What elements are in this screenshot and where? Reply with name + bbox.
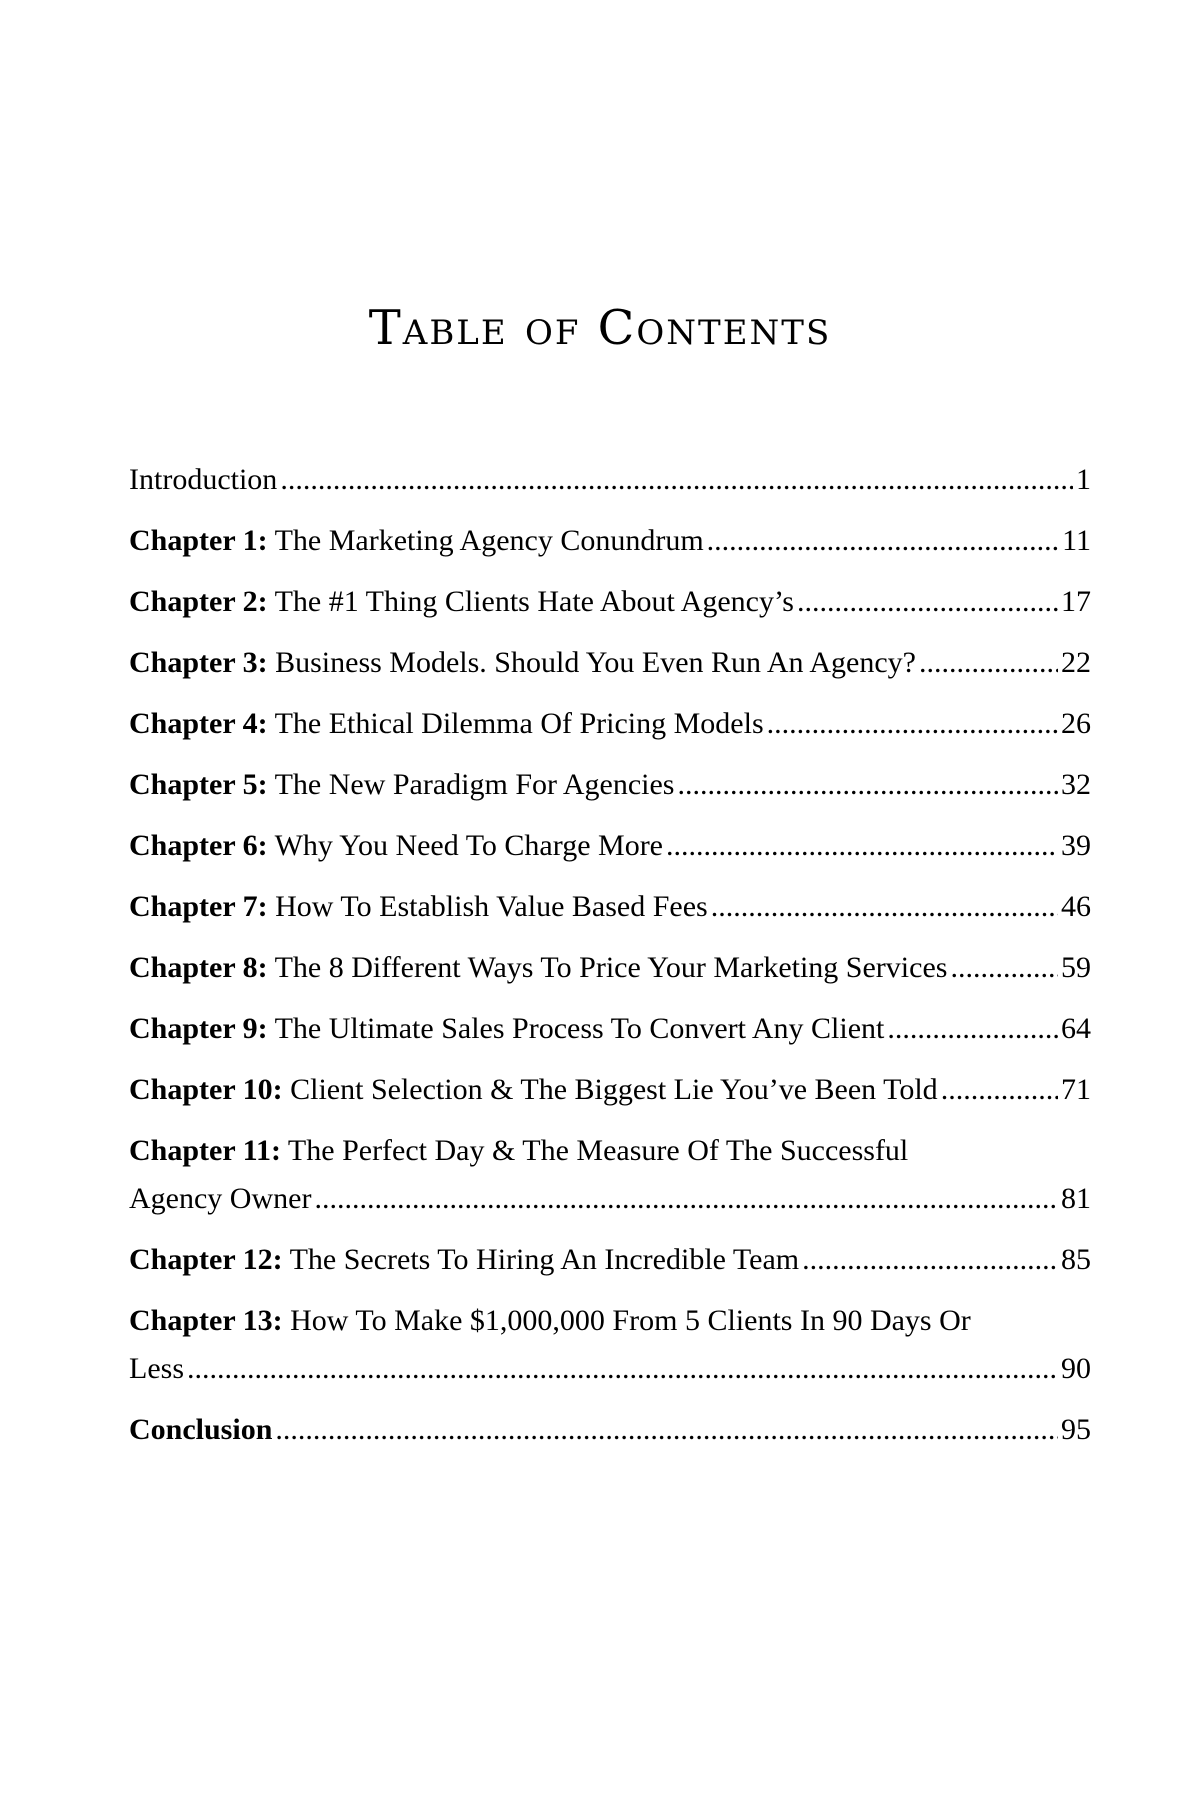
dot-leader — [919, 645, 1058, 681]
toc-page-number: 39 — [1061, 829, 1091, 862]
toc-entry-chapter-12[interactable] — [129, 1242, 1091, 1278]
toc-line — [129, 1011, 1091, 1047]
toc-entry-introduction[interactable] — [129, 462, 1091, 498]
toc-page-number: 81 — [1061, 1182, 1091, 1215]
toc-entry-title-line2: Agency Owner — [129, 1182, 312, 1215]
toc-page-number: 85 — [1061, 1243, 1091, 1276]
toc-entry-title: Why You Need To Charge More — [274, 829, 663, 862]
toc-page-number: 59 — [1061, 951, 1091, 984]
dot-leader — [711, 889, 1058, 925]
dot-leader — [707, 523, 1059, 559]
toc-entry-chapter-6[interactable] — [129, 828, 1091, 864]
dot-leader — [187, 1351, 1058, 1387]
dot-leader — [767, 706, 1058, 742]
page-title: Table of Contents — [368, 300, 832, 356]
toc-page-number: 32 — [1061, 768, 1091, 801]
toc-entry-title: How To Establish Value Based Fees — [275, 890, 708, 923]
chapter-label: Chapter 11: — [129, 1134, 281, 1167]
toc-entry-chapter-3[interactable] — [129, 645, 1091, 681]
toc-entry-title-line2: Less — [129, 1352, 184, 1385]
toc-entry-chapter-4[interactable] — [129, 706, 1091, 742]
toc-line — [129, 1412, 1091, 1448]
toc-line — [129, 523, 1091, 559]
chapter-label: Chapter 2: — [129, 585, 268, 618]
toc-line-first — [129, 1303, 1091, 1339]
toc-page-number: 26 — [1061, 707, 1091, 740]
toc-entry-title: The Ethical Dilemma Of Pricing Models — [274, 707, 764, 740]
dot-leader — [950, 950, 1058, 986]
toc-line — [129, 1181, 1091, 1217]
toc-line — [129, 1242, 1091, 1278]
toc-entry-conclusion[interactable] — [129, 1412, 1091, 1448]
dot-leader — [887, 1011, 1058, 1047]
toc-entry-text — [129, 889, 708, 925]
toc-line-first — [129, 1133, 1091, 1169]
toc-page-number: 71 — [1061, 1073, 1091, 1106]
toc-entry-chapter-8[interactable] — [129, 950, 1091, 986]
toc-page-number: 17 — [1061, 585, 1091, 618]
toc-entry-title: Business Models. Should You Even Run An Agency? — [275, 646, 916, 679]
chapter-label: Chapter 6: — [129, 829, 268, 862]
dot-leader — [314, 1181, 1058, 1217]
toc-entry-title: The 8 Different Ways To Price Your Marketing Services — [274, 951, 948, 984]
chapter-label: Chapter 13: — [129, 1304, 283, 1337]
chapter-label: Chapter 4: — [129, 707, 268, 740]
dot-leader — [275, 1412, 1058, 1448]
dot-leader — [677, 767, 1058, 803]
toc-line — [129, 1351, 1091, 1387]
toc-line — [129, 584, 1091, 620]
dot-leader — [802, 1242, 1058, 1278]
toc-entry-chapter-1[interactable] — [129, 523, 1091, 559]
dot-leader — [797, 584, 1058, 620]
toc-line — [129, 462, 1091, 498]
toc-entry-chapter-13[interactable] — [129, 1303, 1091, 1387]
toc-entry-chapter-10[interactable] — [129, 1072, 1091, 1108]
toc-line — [129, 828, 1091, 864]
dot-leader — [280, 462, 1073, 498]
toc-page-number: 90 — [1061, 1352, 1091, 1385]
toc-entry-chapter-5[interactable] — [129, 767, 1091, 803]
dot-leader — [666, 828, 1058, 864]
toc-line — [129, 889, 1091, 925]
toc-entry-title-line1: The Perfect Day & The Measure Of The Successful — [287, 1134, 909, 1167]
toc-line — [129, 645, 1091, 681]
toc-list — [129, 462, 1091, 1473]
toc-line — [129, 1072, 1091, 1108]
chapter-label: Chapter 12: — [129, 1243, 283, 1276]
toc-entry-text — [129, 950, 947, 986]
chapter-label: Chapter 8: — [129, 951, 268, 984]
toc-entry-chapter-11[interactable] — [129, 1133, 1091, 1217]
toc-entry-text — [129, 645, 916, 681]
toc-entry-title: The Secrets To Hiring An Incredible Team — [289, 1243, 800, 1276]
toc-page-number: 46 — [1061, 890, 1091, 923]
toc-entry-chapter-9[interactable] — [129, 1011, 1091, 1047]
toc-page-number: 1 — [1076, 463, 1091, 496]
toc-page-number: 64 — [1061, 1012, 1091, 1045]
toc-entry-text — [129, 1072, 938, 1108]
chapter-label: Chapter 3: — [129, 646, 268, 679]
dot-leader — [941, 1072, 1058, 1108]
toc-entry-title-line1: How To Make $1,000,000 From 5 Clients In 90 Days Or — [290, 1304, 971, 1337]
toc-entry-title: The #1 Thing Clients Hate About Agency’s — [274, 585, 794, 618]
toc-entry-text — [129, 1242, 799, 1278]
chapter-label: Chapter 10: — [129, 1073, 283, 1106]
toc-line — [129, 950, 1091, 986]
chapter-label: Chapter 7: — [129, 890, 268, 923]
toc-entry-title: The Marketing Agency Conundrum — [274, 524, 704, 557]
toc-entry-text — [129, 767, 674, 803]
toc-line — [129, 767, 1091, 803]
toc-entry-chapter-2[interactable] — [129, 584, 1091, 620]
chapter-label: Chapter 9: — [129, 1012, 268, 1045]
toc-page-number: 95 — [1061, 1413, 1091, 1446]
toc-entry-text — [129, 706, 764, 742]
toc-entry-title: The New Paradigm For Agencies — [274, 768, 675, 801]
toc-entry-text — [129, 828, 663, 864]
toc-page-number: 11 — [1062, 524, 1091, 557]
toc-line — [129, 706, 1091, 742]
toc-entry-chapter-7[interactable] — [129, 889, 1091, 925]
toc-entry-text — [129, 584, 794, 620]
toc-entry-title: Conclusion — [129, 1413, 273, 1446]
toc-entry-title: Client Selection & The Biggest Lie You’ve Been Told — [290, 1073, 938, 1106]
toc-entry-text — [129, 523, 704, 559]
toc-page-number: 22 — [1061, 646, 1091, 679]
toc-entry-title: Introduction — [129, 463, 278, 496]
chapter-label: Chapter 5: — [129, 768, 268, 801]
toc-entry-text — [129, 1011, 884, 1047]
toc-entry-title: The Ultimate Sales Process To Convert Any Client — [274, 1012, 885, 1045]
chapter-label: Chapter 1: — [129, 524, 268, 557]
